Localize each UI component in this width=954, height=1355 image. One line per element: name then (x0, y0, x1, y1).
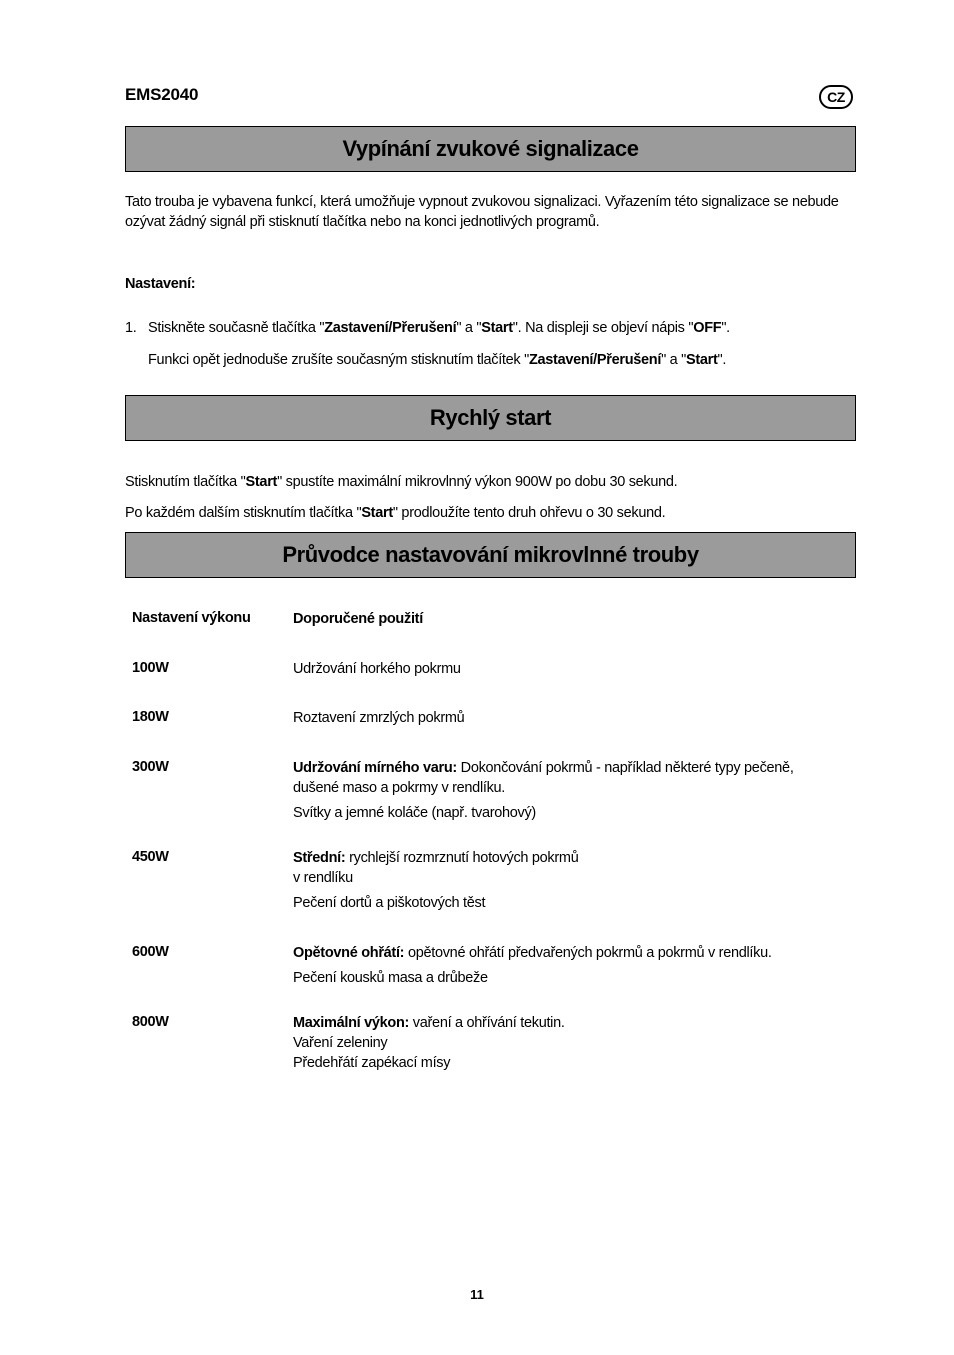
power-level: 450W (132, 849, 169, 865)
model-number: EMS2040 (125, 85, 199, 104)
power-level: 800W (132, 1014, 169, 1030)
language-badge: CZ (819, 85, 853, 109)
page-number: 11 (470, 1287, 484, 1302)
settings-label: Nastavení: (125, 276, 196, 292)
quick-start-line-1: Stisknutím tlačítka "Start" spustíte maximální mikrovlnný výkon 900W po dobu 30 sekund. (125, 474, 678, 490)
step-one-text: Stiskněte současně tlačítka "Zastavení/Přerušení" a "Start". Na displeji se objeví nápis "OFF". (148, 320, 730, 336)
power-level: 600W (132, 944, 169, 960)
header-power: Nastavení výkonu (132, 610, 251, 626)
quick-start-line-2: Po každém dalším stisknutím tlačítka "Start" prodloužíte tento druh ohřevu o 30 sekund. (125, 505, 666, 521)
recommended-use: Maximální výkon: vaření a ohřívání tekutin. Vaření zeleniny Předehřátí zapékací mísy (293, 1015, 565, 1071)
sound-intro-paragraph: Tato trouba je vybavena funkcí, která umožňuje vypnout zvukovou signalizaci. Vyřazením této signalizace se nebude ozývat žádný signál při stisknutí tlačítka nebo na konci jednotlivých programů. (125, 194, 839, 230)
header-use: Doporučené použití (293, 611, 423, 627)
section-title-sound-signal: Vypínání zvukové signalizace (125, 126, 856, 172)
section-title-quick-start: Rychlý start (125, 395, 856, 441)
recommended-use: Udržování mírného varu: Dokončování pokrmů - například některé typy pečeně, dušené maso a pokrmy v rendlíku. Svítky a jemné koláče (např. tvarohový) (293, 760, 794, 821)
step-number: 1. (125, 320, 137, 336)
recommended-use: Roztavení zmrzlých pokrmů (293, 710, 465, 726)
section-title-power-guide: Průvodce nastavování mikrovlnné trouby (125, 532, 856, 578)
recommended-use: Opětovné ohřátí: opětovné ohřátí předvařených pokrmů a pokrmů v rendlíku. Pečení kousků masa a drůbeže (293, 945, 772, 986)
recommended-use: Udržování horkého pokrmu (293, 661, 461, 677)
recommended-use: Střední: rychlejší rozmrznutí hotových pokrmů v rendlíku Pečení dortů a piškotových těst (293, 850, 579, 911)
power-level: 300W (132, 759, 169, 775)
power-level: 180W (132, 709, 169, 725)
cancel-text: Funkci opět jednoduše zrušíte současným stisknutím tlačítek "Zastavení/Přerušení" a "Start". (148, 352, 727, 368)
power-level: 100W (132, 660, 169, 676)
